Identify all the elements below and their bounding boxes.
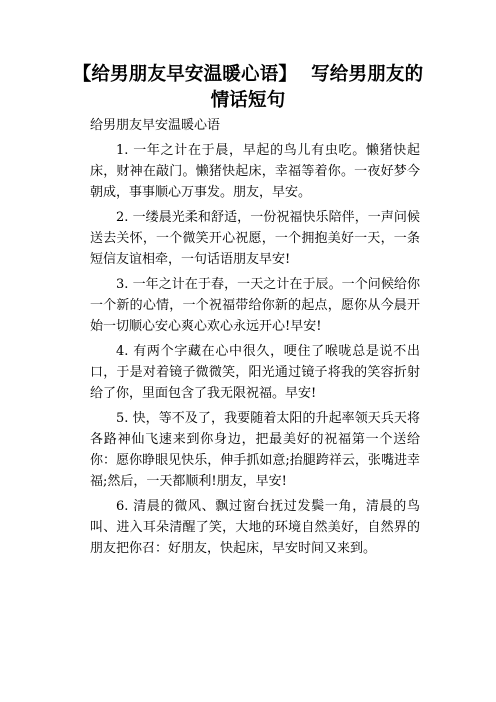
paragraph-5: 5. 快，等不及了，我要随着太阳的升起率领天兵天将各路神仙飞速来到你身边，把最美好的祝福第一个送给你：愿你睁眼见快乐，伸手抓如意;抬腿跨祥云，张嘴进幸福;然后，一天都顺利!朋友，早安! [90,411,420,489]
paragraph-3: 3. 一年之计在于春，一天之计在于辰。一个问候给你一个新的心情，一个祝福带给你新的起点，愿你从今晨开始一切顺心安心爽心欢心永远开心!早安! [90,277,420,334]
section-heading: 给男朋友早安温暖心语 [90,118,221,133]
paragraph-1: 1. 一年之计在于晨，早起的鸟儿有虫吃。懒猪快起床，财神在敲门。懒猪快起床，幸福等着你。一夜好梦今朝成，事事顺心万事发。朋友，早安。 [90,143,420,200]
title-line-2: 情话短句 [210,90,286,111]
body-text [90,140,420,563]
document-title [60,62,436,114]
title-part-1: 【给男朋友早安温暖心语】 [72,64,298,85]
paragraph-4: 4. 有两个字藏在心中很久，哽住了喉咙总是说不出口，于是对着镜子微微笑，阳光通过镜子将我的笑容折射给了你，里面包含了我无限祝福。早安! [90,344,420,401]
title-line-1 [60,62,436,88]
paragraph-2: 2. 一缕晨光柔和舒适，一份祝福快乐陪伴，一声问候送去关怀，一个微笑开心祝愿，一个拥抱美好一天，一条短信友谊相牵，一句话语朋友早安! [90,210,420,267]
paragraph-6: 6. 清晨的微风、飘过窗台抚过发鬓一角，清晨的鸟叫、进入耳朵清醒了笑，大地的环境自然美好，自然界的朋友把你召：好朋友，快起床，早安时间又来到。 [90,499,420,556]
title-part-2: 写给男朋友的 [311,64,424,85]
